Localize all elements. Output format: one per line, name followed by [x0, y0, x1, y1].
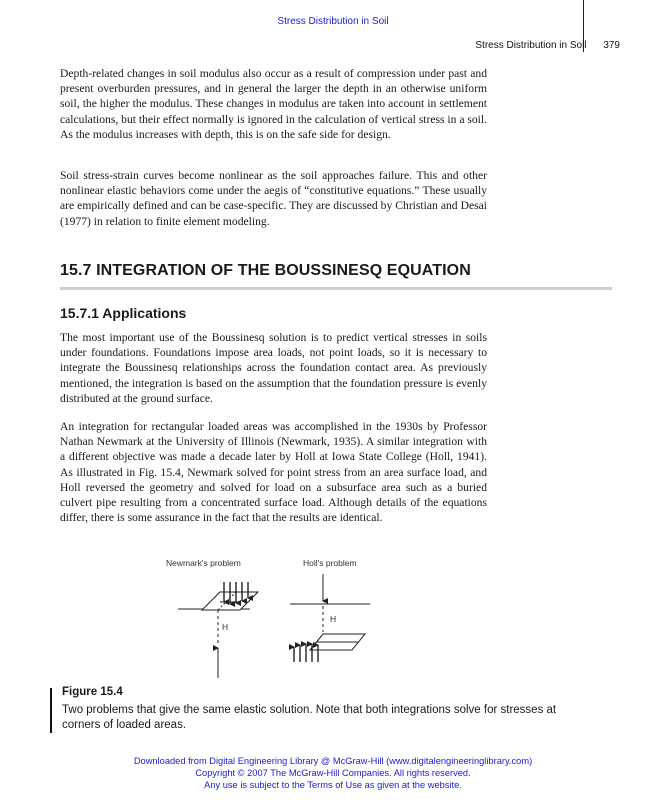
- figure-caption-title: Figure 15.4: [62, 686, 123, 698]
- section-rule: [60, 287, 612, 290]
- holl-label: Holl's problem: [303, 558, 357, 568]
- paragraph-nonlinear: Soil stress-strain curves become nonlinear as the soil approaches failure. This and other nonlinear elastic behaviors come under the aegis of “constitutive equations.” These usually are empirically defined and can be case-specific. They are discussed by Christian and Desai (1977) in relation to finite element modeling.: [60, 169, 487, 228]
- page-number: 379: [603, 40, 620, 51]
- figure-drawing: [160, 552, 400, 682]
- newmark-label: Newmark's problem: [166, 558, 241, 568]
- newmark-diagram: [178, 582, 258, 678]
- caption-bar: [50, 688, 52, 733]
- top-banner: Stress Distribution in Soil: [277, 16, 389, 27]
- figure-caption-text: Two problems that give the same elastic solution. Note that both integrations solve for stresses at corners of loaded areas.: [62, 704, 557, 731]
- holl-diagram: [290, 574, 370, 662]
- running-head-title: Stress Distribution in Soil: [475, 40, 587, 51]
- section-title: 15.7 INTEGRATION OF THE BOUSSINESQ EQUATION: [60, 262, 471, 279]
- paragraph-newmark-holl: An integration for rectangular loaded areas was accomplished in the 1930s by Professor Nathan Newmark at the University of Illinois (Newmark, 1935). A similar integration with a different objective was made a decade later by Holl at Iowa State College (Holl, 1941). As illustrated in Fig. 15.4, Newmark solved for point stress from an area surface load, and Holl reversed the geometry and solved for load on a subsurface area such as a buried culvert pipe resulting from a concentrated surface load. Although details of the equations differ, there is some assurance in the fact that the results are identical.: [60, 420, 487, 525]
- footer-download-link[interactable]: Downloaded from Digital Engineering Library @ McGraw-Hill (www.digitalengineeringlibrary.com): [133, 756, 533, 766]
- footer-copyright: Copyright © 2007 The McGraw-Hill Companies. All rights reserved.: [195, 768, 471, 778]
- paragraph-soil-modulus: Depth-related changes in soil modulus also occur as a result of compression under past and present overburden pressures, and in general the larger the depth in an otherwise uniform soil, the higher the modulus. These changes in modulus are taken into account in settlement calculations, but their effect normally is ignored in the calculation of vertical stress in a soil. As the modulus increases with depth, this is on the safe side for design.: [60, 67, 488, 141]
- subsection-title: 15.7.1 Applications: [60, 305, 187, 321]
- holl-depth-label: H: [330, 614, 337, 624]
- running-head: [475, 40, 620, 51]
- paragraph-applications: The most important use of the Boussinesq solution is to predict vertical stresses in soils under foundations. Foundations impose area loads, not point loads, so it is necessary to integrate the Boussinesq relationships across the foundation contact area. As previously mentioned, the integration is based on the assumption that the foundation pressure is evenly distributed at the ground surface.: [60, 331, 487, 405]
- newmark-depth-label: H: [222, 622, 229, 632]
- footer-terms-link[interactable]: Any use is subject to the Terms of Use as given at the website.: [204, 780, 462, 790]
- figure-15-4: [160, 552, 400, 682]
